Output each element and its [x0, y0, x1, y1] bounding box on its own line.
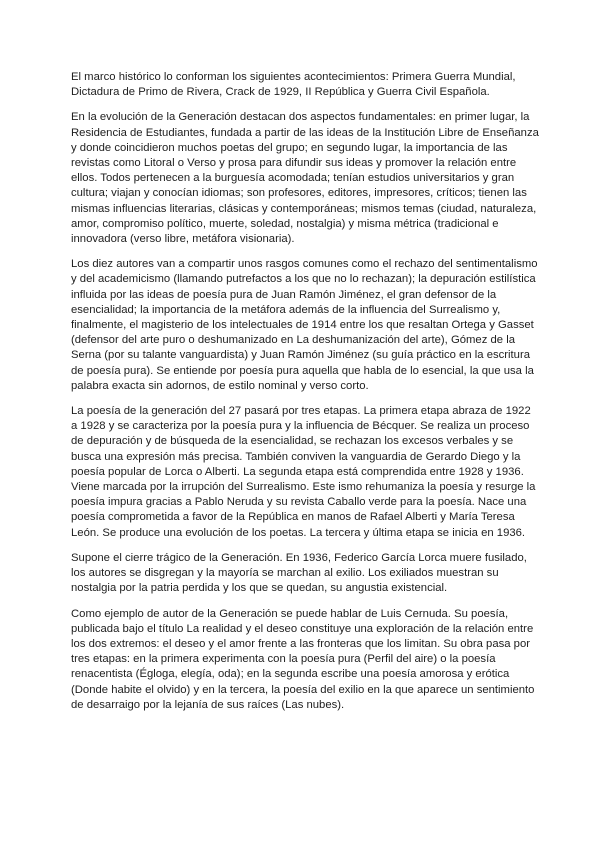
- paragraph-three-stages: La poesía de la generación del 27 pasará por tres etapas. La primera etapa abraza de 1922 a 1928 y se caracteriza por la poesía pura y la influencia de Bécquer. Se realiza un proceso de depuración y de búsqueda de la esencialidad, se rechazan los excesos verbales y se busca una expresión más precisa. También conviven la vanguardia de Gerardo Diego y la poesía popular de Lorca o Alberti. La segunda etapa está comprendida entre 1928 y 1936. Viene marcada por la irrupción del Surrealismo. Este ismo rehumaniza la poesía y resurge la poesía impura gracias a Pablo Neruda y su revista Caballo verde para la poesía. Nace una poesía comprometida a favor de la República en manos de Rafael Alberti y María Teresa León. Se produce una evolución de los poetas. La tercera y última etapa se inicia en 1936.: [71, 405, 536, 539]
- paragraph-tragic-end: Supone el cierre trágico de la Generación. En 1936, Federico García Lorca muere fusilado, los autores se disgregan y la mayoría se marchan al exilio. Los exiliados muestran su nostalgia por la patria perdida y los que se quedan, su angustia existencial.: [71, 551, 527, 595]
- paragraph-generation-evolution: En la evolución de la Generación destacan dos aspectos fundamentales: en primer lugar, la Residencia de Estudiantes, fundada a partir de las ideas de la Institución Libre de Enseñanza y donde coincidieron muchos poetas del grupo; en segundo lugar, la importancia de las revistas como Litoral o Verso y prosa para difundir sus ideas y promover la relación entre ellos. Todos pertenecen a la burguesía acomodada; tenían estudios universitarios y gran cultura; viajan y conocían idiomas; son profesores, editores, impresores, críticos; tienen las mismas influencias literarias, clásicas y contemporáneas; mismos temas (ciudad, naturaleza, amor, compromiso político, muerte, soledad, nostalgia) y misma métrica (tradicional e innovadora (verso libre, metáfora visionaria).: [71, 111, 539, 246]
- paragraph-common-traits: Los diez autores van a compartir unos rasgos comunes como el rechazo del sentimentalismo y del academicismo (llamando putrefactos a los que no lo rechazan); la depuración estilística influida por las ideas de poesía pura de Juan Ramón Jiménez, el gran defensor de la esencialidad; la importancia de la metáfora además de la influencia del Surrealismo y, finalmente, el magisterio de los intelectuales de 1914 entre los que resaltan Ortega y Gasset (defensor del arte puro o deshumanizado en La deshumanización del arte), Gómez de la Serna (por su talante vanguardista) y Juan Ramón Jiménez (su guía práctico en la escritura de poesía pura). Se entiende por poesía pura aquella que habla de lo esencial, la que usa la palabra exacta sin adornos, de estilo nominal y verso corto.: [71, 258, 538, 392]
- paragraph-luis-cernuda: Como ejemplo de autor de la Generación se puede hablar de Luis Cernuda. Su poesía, publicada bajo el título La realidad y el deseo constituye una exploración de la relación entre los dos extremos: el deseo y el amor frente a las fronteras que los limitan. Su obra pasa por tres etapas: en la primera experimenta con la poesía pura (Perfil del aire) o la poesía renacentista (Égloga, elegía, oda); en la segunda escribe una poesía amorosa y erótica (Donde habite el olvido) y en la tercera, la poesía del exilio en la que aparece un sentimiento de desarraigo por la lejanía de sus raíces (Las nubes).: [71, 607, 535, 711]
- document-page: [71, 70, 539, 723]
- paragraph-historical-context: El marco histórico lo conforman los siguientes acontecimientos: Primera Guerra Mundial, Dictadura de Primo de Rivera, Crack de 1929, II República y Guerra Civil Española.: [71, 71, 516, 99]
